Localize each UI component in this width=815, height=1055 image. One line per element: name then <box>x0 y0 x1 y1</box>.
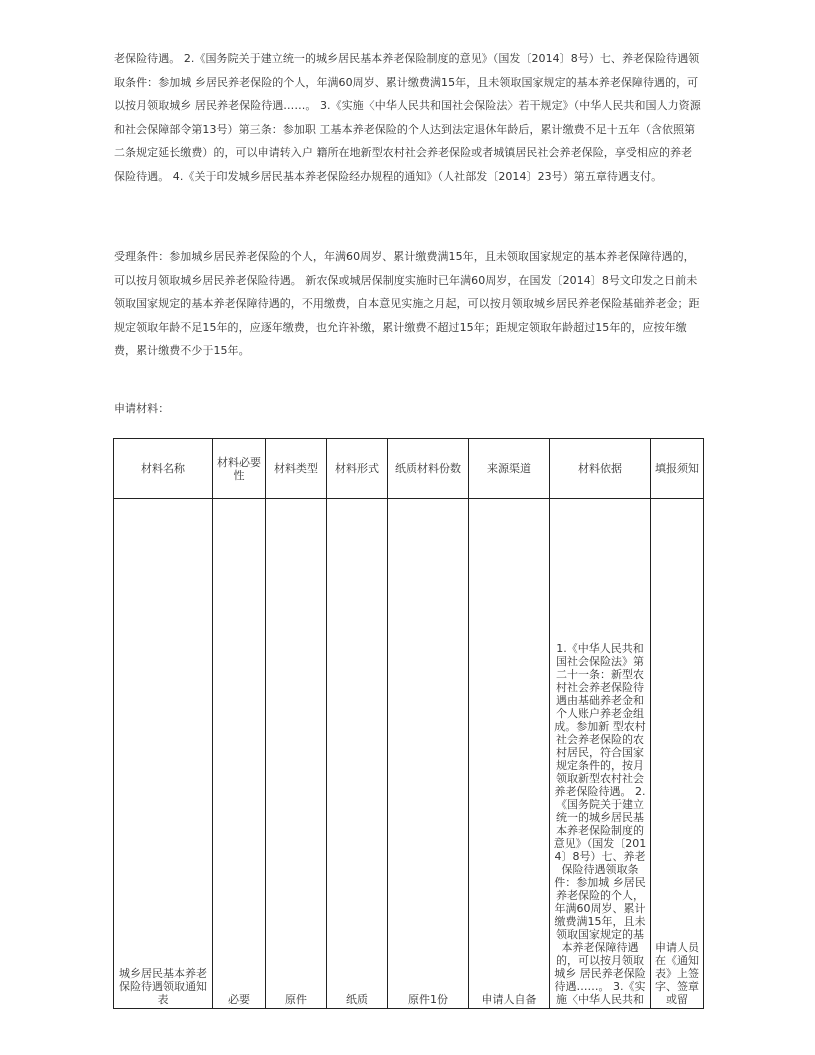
cell-material-form: 纸质 <box>327 499 388 1009</box>
table-row <box>114 499 704 1009</box>
legal-basis-paragraph: 老保险待遇。 2.《国务院关于建立统一的城乡居民基本养老保险制度的意见》（国发〔2014〕8号）七、养老保险待遇领取条件：参加城 乡居民养老保险的个人，年满60周岁、累计缴费满15年，且未领取国家规定的基本养老保障待遇的，可以按月领取城乡 居民养老保险待遇……。 3.《实施〈中华人民共和国社会保险法〉若干规定》（中华人民共和国人力资源和社会保障部令第13号）第三条：参加职 工基本养老保险的个人达到法定退休年龄后，累计缴费不足十五年（含依照第二条规定延长缴费）的，可以申请转入户 籍所在地新型农村社会养老保险或者城镇居民社会养老保险，享受相应的养老保险待遇。 4.《关于印发城乡居民基本养老保险经办规程的通知》（人社部发〔2014〕23号）第五章待遇支付。 <box>114 52 701 183</box>
header-necessity: 材料必要性 <box>213 439 266 499</box>
materials-table <box>113 438 704 1009</box>
header-source: 来源渠道 <box>469 439 550 499</box>
cell-paper-copies: 原件1份 <box>388 499 469 1009</box>
cell-notes: 申请人员在《通知表》上签字、签章或留 <box>651 499 704 1009</box>
table-header-row <box>114 439 704 499</box>
materials-heading: 申请材料： <box>114 402 170 415</box>
header-material-name: 材料名称 <box>114 439 213 499</box>
header-notes: 填报须知 <box>651 439 704 499</box>
cell-necessity: 必要 <box>213 499 266 1009</box>
cell-source: 申请人自备 <box>469 499 550 1009</box>
header-material-type: 材料类型 <box>266 439 327 499</box>
cell-basis: 1.《中华人民共和国社会保险法》第二十一条：新型农村社会养老保险待遇由基础养老金和个人账户养老金组成。参加新 型农村社会养老保险的农村居民，符合国家规定条件的，按月领取新型农村社会养老保险待遇。 2.《国务院关于建立统一的城乡居民基本养老保险制度的意见》（国发〔2014〕8号）七、养老保险待遇领取条件：参加城 乡居民养老保险的个人，年满60周岁、累计缴费满15年，且未领取国家规定的基本养老保障待遇的，可以按月领取城乡 居民养老保险待遇……。 3.《实施〈中华人民共和 <box>550 499 651 1009</box>
header-basis: 材料依据 <box>550 439 651 499</box>
header-paper-copies: 纸质材料份数 <box>388 439 469 499</box>
header-material-form: 材料形式 <box>327 439 388 499</box>
cell-material-type: 原件 <box>266 499 327 1009</box>
cell-material-name: 城乡居民基本养老保险待遇领取通知表 <box>114 499 213 1009</box>
acceptance-conditions-paragraph: 受理条件：参加城乡居民养老保险的个人，年满60周岁、累计缴费满15年，且未领取国家规定的基本养老保障待遇的，可以按月领取城乡居民养老保险待遇。 新农保或城居保制度实施时已年满60周岁，在国发〔2014〕8号文印发之日前未领取国家规定的基本养老保障待遇的，不用缴费，自本意见实施之月起，可以按月领取城乡居民养老保险基础养老金；距规定领取年龄不足15年的，应逐年缴费，也允许补缴，累计缴费不超过15年；距规定领取年龄超过15年的，应按年缴费，累计缴费不少于15年。 <box>114 250 700 357</box>
